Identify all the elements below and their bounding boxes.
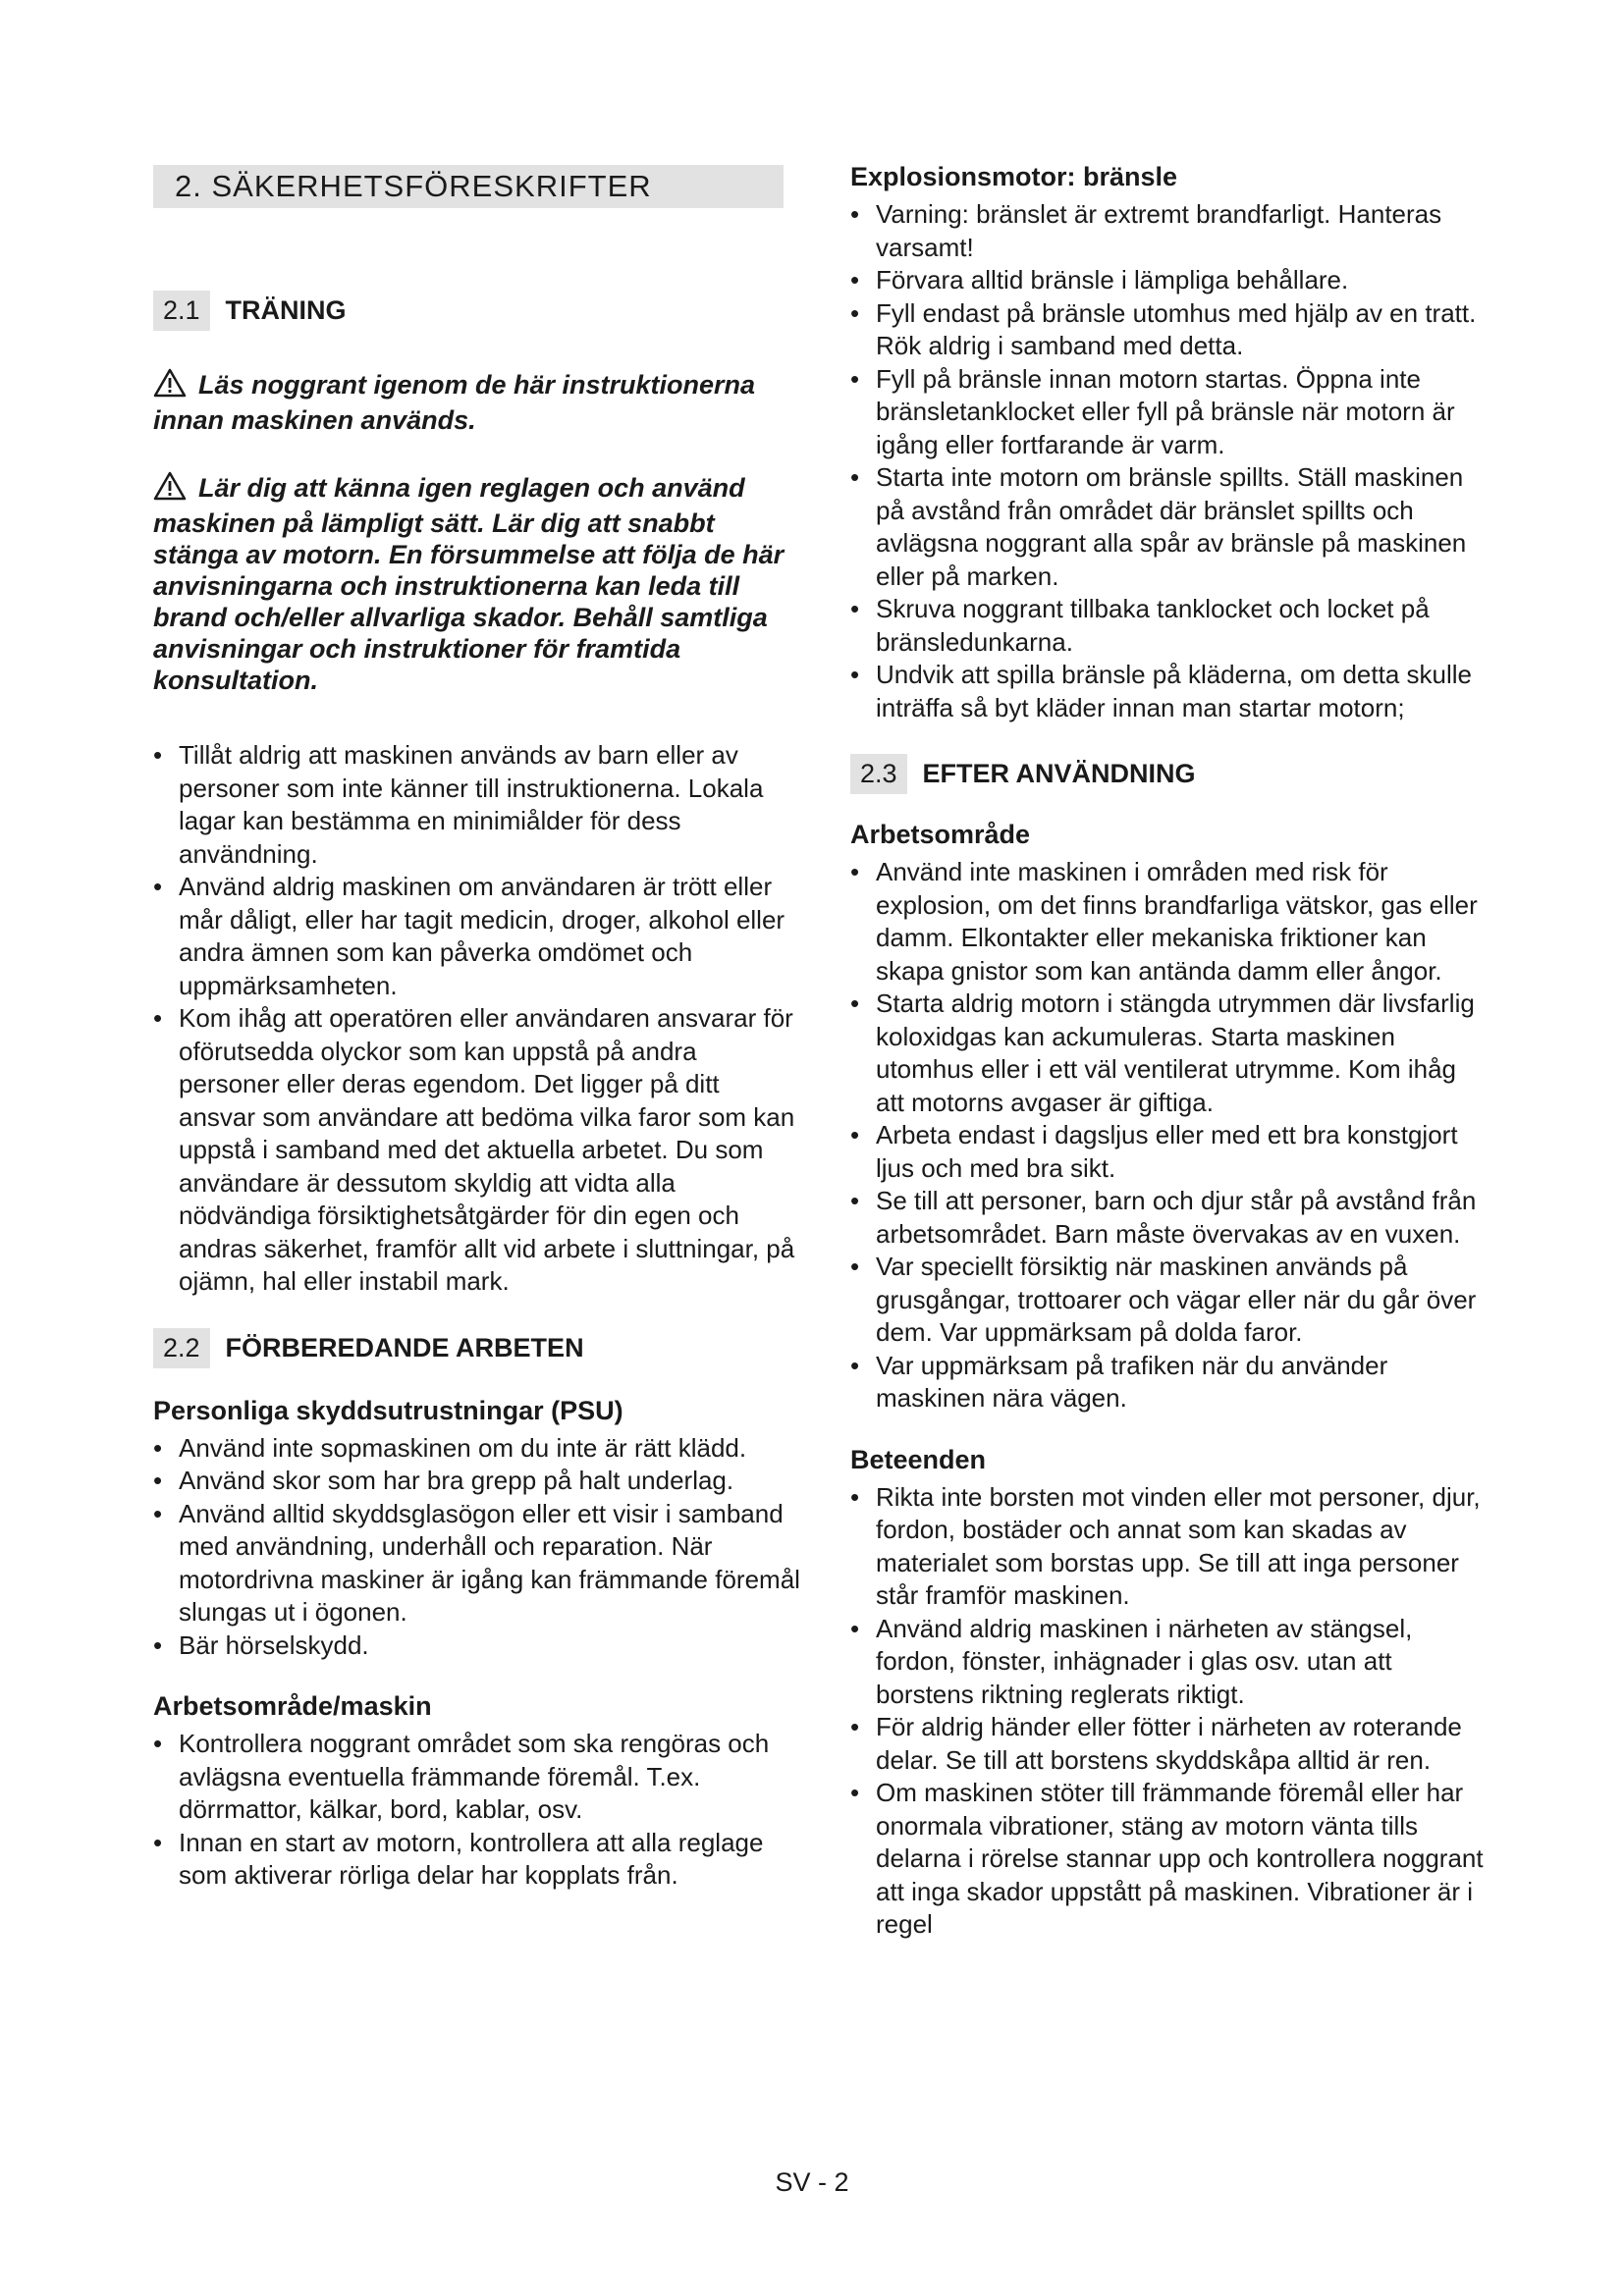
list-item: • Använd skor som har bra grepp på halt underlag. — [153, 1465, 801, 1498]
list-item: • Fyll på bränsle innan motorn startas. Öppna inte bränsletanklocket eller fyll på bränsle när motorn är igång eller fortfarande är varm. — [850, 363, 1489, 462]
fuel-list — [850, 198, 1489, 724]
psu-list — [153, 1432, 801, 1663]
list-item: • Rikta inte borsten mot vinden eller mot personer, djur, fordon, bostäder och annat som kan skadas av materialet som borstas upp. Se till att inga personer står framför maskinen. — [850, 1481, 1489, 1613]
list-item: • Använd inte maskinen i områden med risk för explosion, om det finns brandfarliga vätskor, gas eller damm. Elkontakter eller mekaniska friktioner kan skapa gnistor som kan antända damm eller ångor. — [850, 856, 1489, 988]
list-item: • Använd aldrig maskinen om användaren är trött eller mår dåligt, eller har tagit medicin, droger, alkohol eller andra ämnen som kan påverka omdömet och uppmärksamheten. — [153, 871, 801, 1002]
list-item: • Starta inte motorn om bränsle spillts. Ställ maskinen på avstånd från området där bränslet spillts och avlägsna noggrant alla spår av bränsle på maskinen eller på marken. — [850, 461, 1489, 593]
behaviour-subheading: Beteenden — [850, 1444, 987, 1474]
list-item: • Fyll endast på bränsle utomhus med hjälp av en tratt. Rök aldrig i samband med detta. — [850, 297, 1489, 363]
work-area-subheading: Arbetsområde — [850, 820, 1031, 849]
list-item: • Använd inte sopmaskinen om du inte är rätt klädd. — [153, 1432, 801, 1466]
psu-subheading: Personliga skyddsutrustningar (PSU) — [153, 1395, 623, 1425]
section-title: TRÄNING — [225, 295, 347, 325]
page-number: SV - 2 — [775, 2167, 849, 2197]
work-area-list — [850, 856, 1489, 1415]
fuel-subheading: Explosionsmotor: bränsle — [850, 162, 1178, 191]
warning-controls — [153, 471, 801, 696]
section-number: 2.3 — [850, 754, 907, 794]
list-item: • Varning: bränslet är extremt brandfarligt. Hanteras varsamt! — [850, 198, 1489, 264]
list-item: • Var speciellt försiktig när maskinen används på grusgångar, trottoarer och vägar eller när du går över dem. Var uppmärksam på dolda faror. — [850, 1251, 1489, 1350]
work-area-machine-subheading: Arbetsområde/maskin — [153, 1691, 432, 1721]
warning-triangle-icon — [153, 471, 187, 507]
section-2-2-heading — [153, 1328, 801, 1368]
section-title: FÖRBEREDANDE ARBETEN — [225, 1332, 584, 1362]
list-item: • För aldrig händer eller fötter i närheten av roterande delar. Se till att borstens skyddskåpa alltid är ren. — [850, 1711, 1489, 1777]
list-item: • Se till att personer, barn och djur står på avstånd från arbetsområdet. Barn måste övervakas av en vuxen. — [850, 1185, 1489, 1251]
list-item: • Använd alltid skyddsglasögon eller ett visir i samband med användning, underhåll och reparation. När motordrivna maskiner är igång kan främmande föremål slungas ut i ögonen. — [153, 1498, 801, 1629]
main-heading: 2. SÄKERHETSFÖRESKRIFTER — [153, 165, 784, 208]
section-title: EFTER ANVÄNDNING — [922, 759, 1196, 788]
list-item: • Kontrollera noggrant området som ska rengöras och avlägsna eventuella främmande föremål. T.ex. dörrmattor, kälkar, bord, kablar, osv. — [153, 1728, 801, 1827]
right-column — [850, 162, 1489, 1942]
warning-text: Läs noggrant igenom de här instruktionerna innan maskinen används. — [153, 370, 756, 435]
list-item: • Kom ihåg att operatören eller användaren ansvarar för oförutsedda olyckor som kan uppstå på andra personer eller deras egendom. Det ligger på ditt ansvar som användare att bedöma vilka faror som kan uppstå i samband med det aktuella arbetet. Du som användare är dessutom skyldig att vidta alla nödvändiga försiktighetsåtgärder för din egen och andras säkerhet, framför allt vid arbete i sluttningar, på ojämn, hal eller instabil mark. — [153, 1002, 801, 1299]
list-item: • Arbeta endast i dagsljus eller med ett bra konstgjort ljus och med bra sikt. — [850, 1119, 1489, 1185]
warning-text: Lär dig att känna igen reglagen och använd maskinen på lämpligt sätt. Lär dig att snabbt stänga av motorn. En försummelse att följa de här anvisningarna och instruktionerna kan leda till brand och/eller allvarliga skador. Behåll samtliga anvisningar och instruktioner för framtida konsultation. — [153, 473, 785, 695]
list-item: • Var uppmärksam på trafiken när du använder maskinen nära vägen. — [850, 1350, 1489, 1415]
section-number: 2.1 — [153, 291, 210, 331]
list-item: • Skruva noggrant tillbaka tanklocket och locket på bränsledunkarna. — [850, 593, 1489, 659]
list-item: • Starta aldrig motorn i stängda utrymmen där livsfarlig koloxidgas kan ackumuleras. Starta maskinen utomhus eller i ett väl ventilerat utrymme. Kom ihåg att motorns avgaser är giftiga. — [850, 988, 1489, 1119]
section-2-1-heading — [153, 291, 801, 331]
training-list — [153, 739, 801, 1299]
list-item: • Om maskinen stöter till främmande föremål eller har onormala vibrationer, stäng av motorn vänta tills delarna i rörelse stannar upp och kontrollera noggrant att inga skador uppstått på maskinen. Vibrationer är i regel — [850, 1777, 1489, 1942]
warning-triangle-icon — [153, 368, 187, 404]
left-column — [153, 165, 801, 1893]
list-item: • Innan en start av motorn, kontrollera att alla reglage som aktiverar rörliga delar har kopplats från. — [153, 1827, 801, 1893]
list-item: • Bär hörselskydd. — [153, 1629, 801, 1663]
section-number: 2.2 — [153, 1328, 210, 1368]
behaviour-list — [850, 1481, 1489, 1942]
list-item: • Använd aldrig maskinen i närheten av stängsel, fordon, fönster, inhägnader i glas osv. utan att borstens riktning reglerats riktigt. — [850, 1613, 1489, 1712]
section-2-3-heading — [850, 754, 1489, 794]
list-item: • Förvara alltid bränsle i lämpliga behållare. — [850, 264, 1489, 297]
warning-read-instructions — [153, 368, 801, 436]
list-item: • Undvik att spilla bränsle på kläderna, om detta skulle inträffa så byt kläder innan man startar motorn; — [850, 659, 1489, 724]
list-item: • Tillåt aldrig att maskinen används av barn eller av personer som inte känner till instruktionerna. Lokala lagar kan bestämma en minimiålder för dess användning. — [153, 739, 801, 871]
work-area-machine-list — [153, 1728, 801, 1893]
